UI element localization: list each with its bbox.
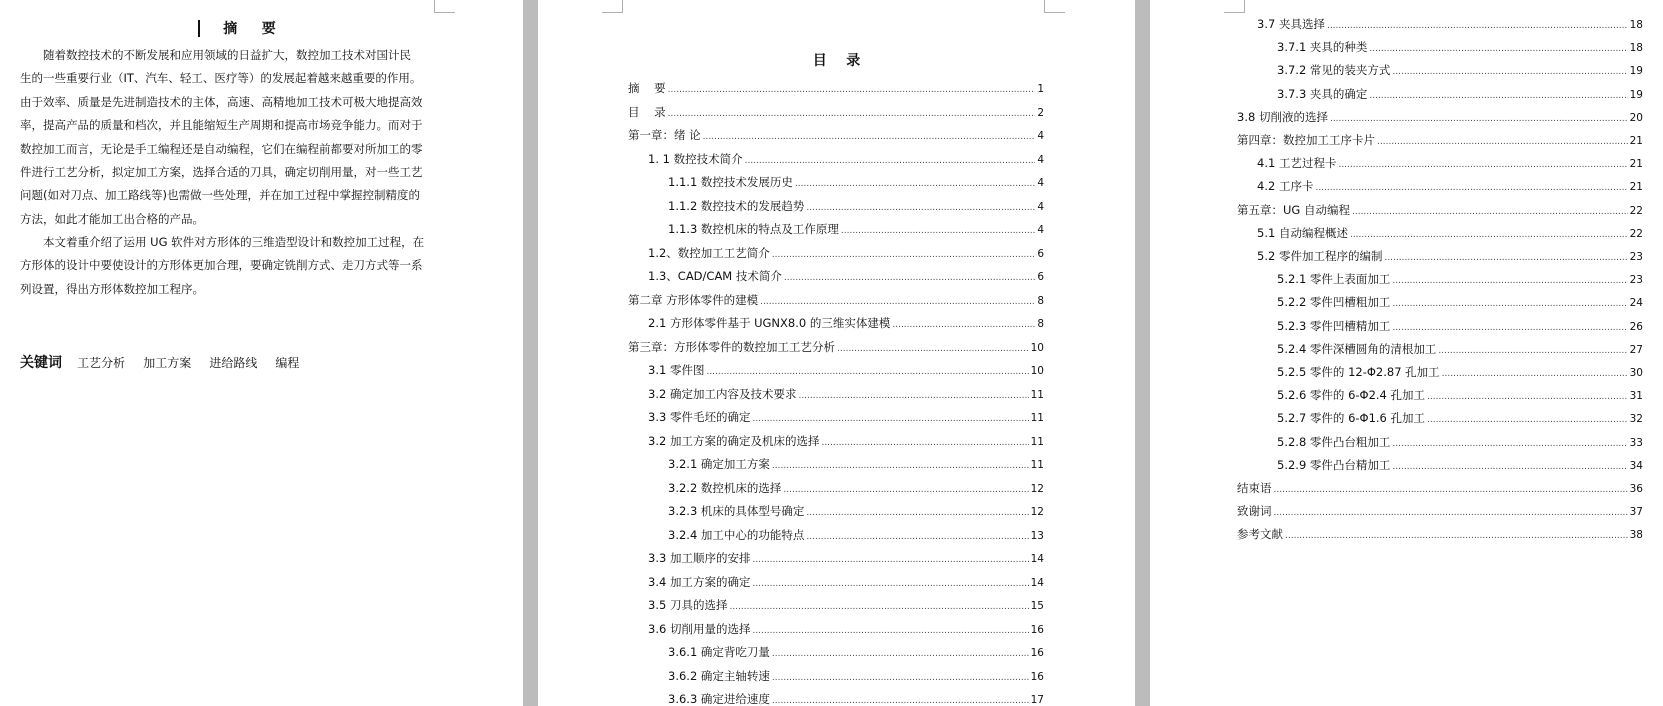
- toc-entry-label: 1.3、CAD/CAM 技术简介: [648, 269, 782, 283]
- toc-entry[interactable]: [648, 409, 1044, 426]
- toc-leader-dots: [784, 270, 1035, 287]
- toc-entry-label: 3.4 加工方案的确定: [648, 574, 751, 589]
- toc-entry[interactable]: [628, 292, 1044, 309]
- toc-entry-label: 第三章：方形体零件的数控加工工艺分析: [628, 339, 835, 354]
- toc-leader-dots: [1274, 505, 1628, 522]
- toc-entry-label: 3.2 确定加工内容及技术要求: [648, 386, 797, 401]
- toc-leader-dots: [1350, 227, 1628, 244]
- toc-entry-page: 12: [1030, 506, 1044, 518]
- toc-entry-page: 4: [1037, 153, 1044, 166]
- toc-entry[interactable]: [628, 80, 1044, 97]
- toc-entry-page: 37: [1629, 506, 1643, 519]
- abstract-line: 数控加工而言，无论是手工编程还是自动编程，它们在编程前都要对所加工的零: [20, 141, 423, 156]
- abstract-line: 生的一些重要行业（IT、汽车、轻工、医疗等）的发展起着越来越重要的作用。: [20, 71, 422, 86]
- toc-entry-page: 17: [1030, 694, 1044, 706]
- toc-entry[interactable]: [1277, 387, 1643, 404]
- toc-entry-page: 36: [1629, 483, 1643, 495]
- toc-entry[interactable]: [668, 456, 1044, 473]
- toc-entry-label: 1.1.1 数控技术发展历史: [668, 175, 793, 189]
- toc-entry-page: 16: [1030, 670, 1044, 683]
- toc-entry[interactable]: [668, 644, 1044, 661]
- toc-entry-label: 3.2.3 机床的具体型号确定: [668, 504, 805, 518]
- toc-entry-page: 20: [1629, 111, 1643, 124]
- toc-entry-label: 2.1 方形体零件基于 UGNX8.0 的三维实体建模: [648, 316, 891, 330]
- toc-leader-dots: [729, 599, 1028, 616]
- toc-entry-page: 19: [1629, 88, 1643, 101]
- toc-entry-page: 24: [1629, 297, 1643, 310]
- abstract-page: [0, 0, 523, 706]
- toc-entry[interactable]: [1277, 341, 1643, 358]
- toc-entry[interactable]: [668, 527, 1044, 544]
- toc-entry-page: 18: [1629, 19, 1643, 31]
- toc-entry[interactable]: [648, 621, 1044, 638]
- toc-entry-label: 第一章：绪 论: [628, 128, 701, 142]
- toc-entry-label: 1.1.2 数控技术的发展趋势: [668, 198, 805, 213]
- toc-entry-page: 8: [1037, 318, 1044, 330]
- toc-entry[interactable]: [628, 127, 1044, 144]
- toc-entry[interactable]: [1277, 364, 1643, 381]
- toc-leader-dots: [752, 552, 1028, 569]
- toc-entry[interactable]: [1257, 225, 1643, 242]
- toc-entry[interactable]: [648, 574, 1044, 591]
- toc-entry-label: 第四章：数控加工工序卡片: [1237, 133, 1375, 147]
- toc-entry-label: 5.1 自动编程概述: [1257, 225, 1348, 240]
- toc-leader-dots: [1369, 41, 1627, 58]
- text-cursor: [198, 20, 200, 37]
- abstract-line: 随着数控技术的不断发展和应用领域的日益扩大，数控加工技术对国计民: [43, 48, 411, 62]
- toc-entry-label: 3.6.2 确定主轴转速: [668, 668, 770, 683]
- toc-leader-dots: [772, 693, 1029, 706]
- abstract-line: 问题(如对刀点、加工路线等)也需做一些处理，并在加工过程中掌握控制精度的: [20, 188, 420, 203]
- toc-leader-dots: [795, 176, 1035, 193]
- toc-leader-dots: [1392, 320, 1627, 337]
- toc-entry[interactable]: [668, 668, 1044, 685]
- toc-leader-dots: [772, 247, 1036, 264]
- toc-leader-dots: [1392, 459, 1627, 476]
- toc-entry-page: 4: [1037, 130, 1044, 142]
- toc-entry-label: 5.2.9 零件凸台精加工: [1277, 457, 1391, 472]
- toc-entry-label: 5.2.5 零件的 12-Φ2.87 孔加工: [1277, 365, 1440, 379]
- toc-entry[interactable]: [648, 268, 1044, 285]
- toc-leader-dots: [706, 364, 1028, 381]
- toc-leader-dots: [1392, 296, 1627, 313]
- toc-entry-page: 4: [1037, 200, 1044, 213]
- toc-entry[interactable]: [1237, 526, 1643, 543]
- toc-entry-page: 14: [1030, 576, 1044, 589]
- toc-entry[interactable]: [1277, 271, 1643, 288]
- toc-leader-dots: [1285, 528, 1628, 545]
- toc-entry[interactable]: [1237, 503, 1643, 520]
- toc-entry-page: 14: [1030, 553, 1044, 565]
- toc-entry[interactable]: [1277, 457, 1643, 474]
- toc-entry[interactable]: [1237, 109, 1643, 126]
- toc-leader-dots: [1338, 157, 1627, 174]
- toc-leader-dots: [806, 200, 1035, 217]
- toc-leader-dots: [760, 294, 1035, 311]
- abstract-line: 由于效率、质量是先进制造技术的主体，高速、高精地加工技术可极大地提高效: [20, 94, 423, 109]
- toc-entry-label: 第二章 方形体零件的建模: [628, 292, 759, 307]
- toc-leader-dots: [821, 435, 1028, 452]
- toc-leader-dots: [783, 482, 1028, 499]
- toc-entry-page: 10: [1030, 365, 1044, 377]
- toc-entry[interactable]: [668, 503, 1044, 520]
- keywords-line: [20, 352, 312, 372]
- toc-entry-label: 1. 1 数控技术简介: [648, 151, 743, 166]
- keyword: 编程: [275, 356, 300, 370]
- toc-leader-dots: [841, 223, 1035, 240]
- toc-leader-dots: [892, 317, 1035, 334]
- toc-entry[interactable]: [1277, 434, 1643, 451]
- toc-leader-dots: [837, 341, 1029, 358]
- toc-entry-label: 3.6.1 确定背吃刀量: [668, 645, 770, 659]
- toc-leader-dots: [1352, 204, 1628, 221]
- toc-entry-page: 16: [1030, 623, 1044, 636]
- toc-entry-label: 3.6 切削用量的选择: [648, 621, 751, 636]
- toc-entry-label: 3.7.3 夹具的确定: [1277, 86, 1368, 101]
- toc-leader-dots: [703, 129, 1036, 146]
- toc-entry[interactable]: [1277, 294, 1643, 311]
- toc-leader-dots: [1377, 134, 1628, 151]
- toc-entry-label: 3.6.3 确定进给速度: [668, 692, 770, 706]
- toc-entry-page: 4: [1037, 224, 1044, 236]
- abstract-line: 方形体的设计中要使设计的方形体更加合理，要确定铣削方式、走刀方式等一系: [20, 258, 423, 273]
- toc-entry[interactable]: [648, 151, 1044, 168]
- toc-entry[interactable]: [1237, 480, 1643, 497]
- toc-entry-label: 目 录: [628, 104, 666, 119]
- toc-entry-page: 21: [1629, 135, 1643, 147]
- toc-leader-dots: [772, 458, 1029, 475]
- toc-entry-label: 5.2.7 零件的 6-Φ1.6 孔加工: [1277, 411, 1426, 426]
- toc-entry-label: 3.3 零件毛坯的确定: [648, 410, 751, 424]
- toc-leader-dots: [752, 411, 1028, 428]
- toc-leader-dots: [752, 623, 1028, 640]
- toc-entry-label: 4.1 工艺过程卡: [1257, 156, 1337, 171]
- toc-entry-page: 8: [1037, 294, 1044, 307]
- toc-leader-dots: [806, 505, 1028, 522]
- toc-leader-dots: [668, 106, 1036, 123]
- toc-entry[interactable]: [1237, 202, 1643, 219]
- toc-entry[interactable]: [1257, 178, 1643, 195]
- toc-entry-label: 3.2 加工方案的确定及机床的选择: [648, 433, 820, 448]
- abstract-paragraph-1: [20, 44, 435, 231]
- toc-entry-label: 5.2.1 零件上表面加工: [1277, 272, 1391, 287]
- toc-entry-label: 3.2.4 加工中心的功能特点: [668, 527, 805, 542]
- toc-entry-page: 1: [1037, 83, 1044, 95]
- toc-leader-dots: [1392, 273, 1627, 290]
- toc-entry-page: 21: [1629, 181, 1643, 194]
- toc-entry[interactable]: [1257, 155, 1643, 172]
- toc-entry-page: 12: [1030, 482, 1044, 495]
- toc-entry[interactable]: [1277, 410, 1643, 427]
- toc-leader-dots: [1384, 250, 1627, 267]
- toc-entry-label: 5.2 零件加工程序的编制: [1257, 249, 1383, 263]
- toc-leader-dots: [1369, 88, 1627, 105]
- toc-entry[interactable]: [648, 386, 1044, 403]
- toc-leader-dots: [772, 670, 1029, 687]
- toc-entry[interactable]: [668, 691, 1044, 706]
- toc-leader-dots: [668, 82, 1036, 99]
- toc-entry-label: 3.7.1 夹具的种类: [1277, 40, 1368, 55]
- toc-entry[interactable]: [628, 339, 1044, 356]
- abstract-title: 摘 要: [223, 21, 277, 37]
- toc-entry-page: 32: [1629, 413, 1643, 426]
- toc-entry[interactable]: [1277, 86, 1643, 103]
- abstract-line: 件进行工艺分析，拟定加工方案，选择合适的刀具，确定切削用量，对一些工艺: [20, 165, 423, 180]
- toc-entry-page: 15: [1030, 600, 1044, 612]
- toc-leader-dots: [806, 529, 1028, 546]
- toc-page-2: [1150, 0, 1663, 706]
- toc-entry-page: 10: [1030, 341, 1044, 354]
- toc-entry-page: 33: [1629, 436, 1643, 449]
- toc-leader-dots: [1427, 412, 1628, 429]
- toc-entry-label: 1.1.3 数控机床的特点及工作原理: [668, 222, 839, 236]
- toc-entry-label: 5.2.3 零件凹槽精加工: [1277, 318, 1391, 333]
- toc-entry[interactable]: [648, 597, 1044, 614]
- toc-entry[interactable]: [1257, 16, 1643, 33]
- toc-entry[interactable]: [1277, 318, 1643, 335]
- keyword: 进给路线: [209, 356, 258, 370]
- toc-entry-page: 23: [1629, 274, 1643, 287]
- toc-entry-page: 19: [1629, 65, 1643, 78]
- toc-entry-page: 11: [1030, 435, 1044, 448]
- toc-entry-label: 4.2 工序卡: [1257, 179, 1314, 194]
- toc-entry[interactable]: [648, 362, 1044, 379]
- toc-entry-page: 26: [1629, 320, 1643, 333]
- toc-leader-dots: [1327, 18, 1628, 35]
- toc-entry[interactable]: [648, 315, 1044, 332]
- toc-entry-label: 1.2、数控加工工艺简介: [648, 245, 770, 260]
- toc-entry-page: 22: [1629, 227, 1643, 240]
- abstract-line: 本文着重介绍了运用 UG 软件对方形体的三维造型设计和数控加工过程，在: [43, 235, 425, 249]
- toc-entry-label: 5.2.2 零件凹槽粗加工: [1277, 295, 1391, 310]
- abstract-line: 列设置，得出方形体数控加工程序。: [20, 281, 204, 296]
- toc-entry-page: 30: [1629, 367, 1643, 379]
- toc-leader-dots: [745, 153, 1036, 170]
- toc-entry-page: 2: [1037, 106, 1044, 119]
- abstract-paragraph-2: [20, 231, 435, 301]
- toc-entry[interactable]: [1237, 132, 1643, 149]
- toc-entry-page: 4: [1037, 177, 1044, 189]
- toc-title: 目 录: [812, 53, 861, 69]
- toc-list: [538, 0, 1135, 706]
- toc-entry[interactable]: [628, 104, 1044, 121]
- toc-entry[interactable]: [668, 221, 1044, 238]
- toc-entry-page: 6: [1037, 247, 1044, 260]
- toc-page-1: [538, 0, 1135, 706]
- toc-entry-label: 3.5 刀具的选择: [648, 598, 728, 612]
- toc-entry-label: 3.7.2 常见的装夹方式: [1277, 63, 1391, 78]
- toc-entry-page: 34: [1629, 459, 1643, 472]
- toc-entry-label: 3.2.1 确定加工方案: [668, 457, 770, 471]
- toc-entry-page: 11: [1030, 412, 1044, 424]
- toc-entry-page: 11: [1030, 388, 1044, 401]
- toc-leader-dots: [772, 646, 1029, 663]
- crop-mark: [434, 0, 455, 13]
- toc-entry[interactable]: [648, 550, 1044, 567]
- toc-entry-label: 3.2.2 数控机床的选择: [668, 480, 782, 495]
- toc-entry-page: 27: [1629, 343, 1643, 356]
- toc-entry[interactable]: [1277, 62, 1643, 79]
- toc-leader-dots: [1427, 389, 1628, 406]
- toc-leader-dots: [1315, 180, 1627, 197]
- toc-entry-label: 3.3 加工顺序的安排: [648, 551, 751, 565]
- toc-leader-dots: [752, 576, 1028, 593]
- toc-entry-page: 38: [1629, 529, 1643, 542]
- toc-entry-label: 5.2.4 零件深槽圆角的清根加工: [1277, 341, 1437, 356]
- toc-entry-page: 31: [1629, 390, 1643, 403]
- toc-leader-dots: [798, 388, 1028, 405]
- toc-list: [1150, 0, 1663, 706]
- toc-leader-dots: [1392, 64, 1627, 81]
- toc-entry-label: 参考文献: [1237, 527, 1283, 542]
- toc-entry-page: 13: [1030, 529, 1044, 542]
- toc-entry-page: 16: [1030, 647, 1044, 659]
- abstract-line: 率，提高产品的质量和档次，并且能缩短生产周期和提高市场竞争能力。而对于: [20, 118, 423, 133]
- toc-entry-label: 3.7 夹具选择: [1257, 17, 1325, 31]
- toc-entry-label: 摘 要: [628, 81, 666, 95]
- toc-leader-dots: [1330, 111, 1628, 128]
- toc-entry[interactable]: [1277, 39, 1643, 56]
- toc-entry-label: 5.2.6 零件的 6-Φ2.4 孔加工: [1277, 388, 1426, 403]
- abstract-line: 方法，如此才能加工出合格的产品。: [20, 211, 204, 226]
- toc-leader-dots: [1442, 366, 1628, 383]
- toc-entry-page: 11: [1030, 459, 1044, 471]
- toc-entry[interactable]: [1257, 248, 1643, 265]
- toc-entry-label: 5.2.8 零件凸台粗加工: [1277, 434, 1391, 449]
- toc-entry-page: 21: [1629, 158, 1643, 171]
- toc-leader-dots: [1274, 482, 1628, 499]
- toc-entry[interactable]: [668, 174, 1044, 191]
- toc-entry-page: 23: [1629, 251, 1643, 263]
- toc-entry-label: 结束语: [1237, 481, 1272, 495]
- toc-entry[interactable]: [668, 198, 1044, 215]
- keyword: 加工方案: [143, 356, 192, 370]
- toc-entry[interactable]: [668, 480, 1044, 497]
- toc-entry-label: 3.1 零件图: [648, 363, 705, 377]
- toc-entry[interactable]: [648, 245, 1044, 262]
- toc-entry-label: 第五章：UG 自动编程: [1237, 202, 1350, 217]
- toc-entry[interactable]: [648, 433, 1044, 450]
- toc-leader-dots: [1438, 343, 1627, 360]
- toc-entry-page: 22: [1629, 204, 1643, 217]
- keyword: 工艺分析: [77, 356, 126, 370]
- toc-entry-label: 3.8 切削液的选择: [1237, 109, 1328, 124]
- keywords-label: 关键词: [20, 355, 62, 371]
- toc-entry-page: 18: [1629, 42, 1643, 55]
- toc-entry-label: 致谢词: [1237, 504, 1272, 519]
- toc-entry-page: 6: [1037, 271, 1044, 283]
- toc-leader-dots: [1392, 436, 1627, 453]
